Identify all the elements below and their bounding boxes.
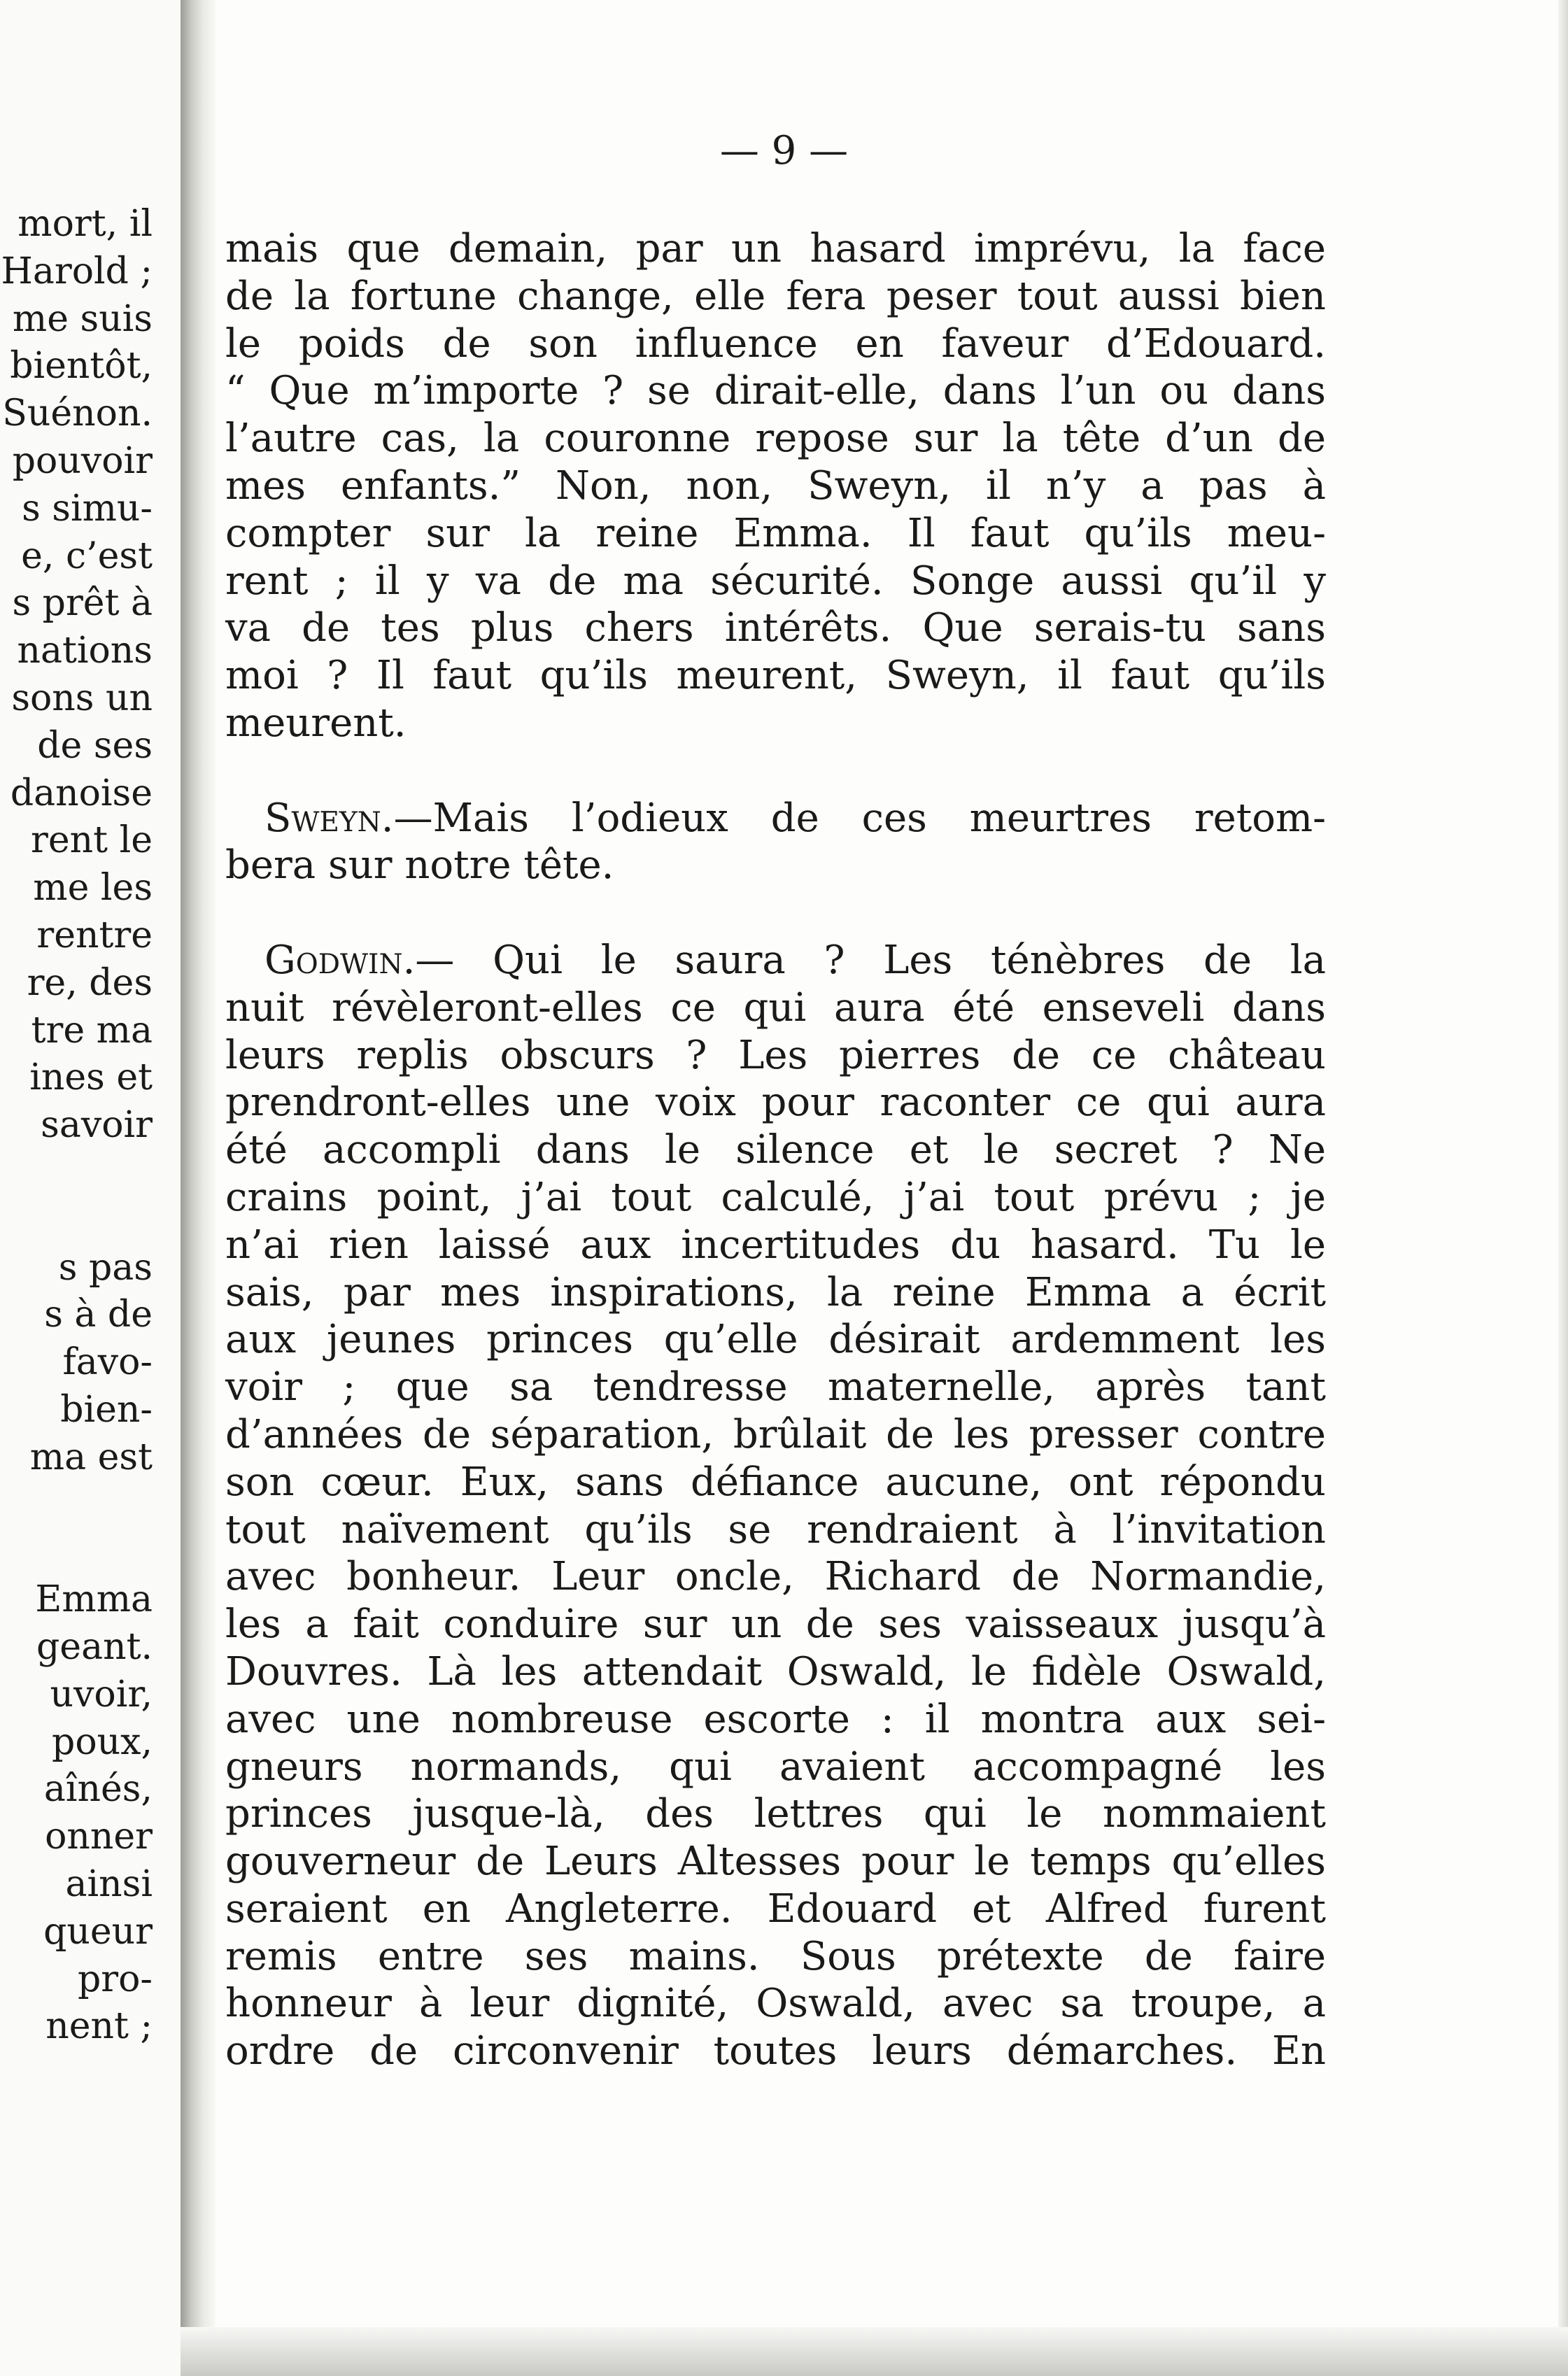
text-line: son cœur. Eux, sans défiance aucune, ont répondu <box>225 1459 1326 1505</box>
facing-page-line: sons un <box>11 677 153 719</box>
text-line: voir ; que sa tendresse maternelle, après tant <box>225 1364 1326 1410</box>
speech-text: — Qui le saura ? Les ténèbres de la <box>415 937 1326 983</box>
facing-page-line: ainsi <box>65 1863 153 1905</box>
facing-page-line: nent ; <box>45 2005 153 2048</box>
facing-page-line: s à de <box>44 1294 153 1336</box>
facing-page-line: me les <box>33 867 153 910</box>
facing-page-line: tre ma <box>31 1009 153 1052</box>
paragraph-sweyn <box>225 795 1326 890</box>
speech-text: —Mais l’odieux de ces meurtres retom- <box>393 795 1326 841</box>
text-line <box>225 795 1326 842</box>
text-line: princes jusque-là, des lettres qui le nommaient <box>225 1791 1326 1837</box>
page-edge <box>1558 0 1568 2376</box>
text-line: sais, par mes inspirations, la reine Emma a écrit <box>225 1269 1326 1315</box>
text-line: gneurs normands, qui avaient accompagné les <box>225 1744 1326 1790</box>
text-line: honneur à leur dignité, Oswald, avec sa troupe, a <box>225 1981 1326 2027</box>
facing-page-line: aînés, <box>43 1768 153 1811</box>
text-line: nuit révèleront-elles ce qui aura été enseveli dans <box>225 984 1326 1031</box>
paragraph-godwin <box>225 937 1326 2075</box>
text-line: le poids de son influence en faveur d’Edouard. <box>225 320 1326 367</box>
text-line: compter sur la reine Emma. Il faut qu’ils meu- <box>225 510 1326 556</box>
page-bottom-edge <box>181 2327 1568 2376</box>
facing-page-fragment <box>0 0 181 2376</box>
facing-page-line: me suis <box>12 297 153 340</box>
facing-page-line: geant. <box>36 1626 153 1668</box>
facing-page-line: de ses <box>37 724 153 767</box>
facing-page-line: s prêt à <box>12 582 153 625</box>
facing-page-line: poux, <box>52 1720 153 1763</box>
facing-page-line: Emma <box>35 1578 153 1621</box>
text-line: prendront-elles une voix pour raconter ce qui aura <box>225 1080 1326 1126</box>
facing-page-line: nations <box>17 630 153 672</box>
facing-page-line: re, des <box>27 961 153 1004</box>
text-line: été accompli dans le silence et le secret ? Ne <box>225 1127 1326 1173</box>
page-body <box>225 225 1326 2075</box>
text-line: avec une nombreuse escorte : il montra aux sei- <box>225 1696 1326 1742</box>
text-line: crains point, j’ai tout calculé, j’ai tout prévu ; je <box>225 1174 1326 1220</box>
paragraph-godwin-speech <box>225 225 1326 747</box>
text-line: n’ai rien laissé aux incertitudes du hasard. Tu le <box>225 1222 1326 1268</box>
facing-page-line: pouvoir <box>12 440 153 482</box>
text-line: de la fortune change, elle fera peser tout aussi bien <box>225 273 1326 319</box>
text-line: ordre de circonvenir toutes leurs démarches. En <box>225 2028 1326 2074</box>
speaker-name: Sweyn. <box>264 795 394 841</box>
text-line: les a fait conduire sur un de ses vaisseaux jusqu’à <box>225 1601 1326 1648</box>
text-line: meurent. <box>225 700 407 746</box>
facing-page-line: uvoir, <box>50 1673 153 1716</box>
text-line: rent ; il y va de ma sécurité. Songe aussi qu’il y <box>225 558 1326 604</box>
text-line: bera sur notre tête. <box>225 842 614 889</box>
paragraph-gap <box>225 889 1326 937</box>
page-number: — 9 — <box>719 128 849 174</box>
text-line: mes enfants.” Non, non, Sweyn, il n’y a pas à <box>225 462 1326 509</box>
facing-page-line: pro- <box>77 1958 153 2000</box>
text-line: va de tes plus chers intérêts. Que serais-tu sans <box>225 605 1326 651</box>
text-line: “ Que m’importe ? se dirait-elle, dans l’un ou dans <box>225 368 1326 414</box>
facing-page-line: ines et <box>29 1056 153 1099</box>
text-line: gouverneur de Leurs Altesses pour le temps qu’elles <box>225 1839 1326 1885</box>
text-line: seraient en Angleterre. Edouard et Alfred furent <box>225 1886 1326 1932</box>
text-line: remis entre ses mains. Sous prétexte de faire <box>225 1933 1326 1979</box>
facing-page-line: queur <box>43 1910 153 1953</box>
facing-page-line: rent le <box>31 819 153 862</box>
text-line: d’années de séparation, brûlait de les presser contre <box>225 1411 1326 1457</box>
text-line: aux jeunes princes qu’elle désirait ardemment les <box>225 1317 1326 1363</box>
text-line <box>225 937 1326 984</box>
facing-page-line: danoise <box>10 772 153 814</box>
book-gutter <box>181 0 216 2376</box>
text-line: leurs replis obscurs ? Les pierres de ce château <box>225 1032 1326 1078</box>
facing-page-line: bientôt, <box>10 345 153 388</box>
text-line: Douvres. Là les attendait Oswald, le fidèle Oswald, <box>225 1648 1326 1695</box>
text-line: avec bonheur. Leur oncle, Richard de Normandie, <box>225 1554 1326 1600</box>
facing-page-line: s simu- <box>22 487 153 530</box>
text-line: moi ? Il faut qu’ils meurent, Sweyn, il faut qu’ils <box>225 653 1326 699</box>
text-line: mais que demain, par un hasard imprévu, la face <box>225 226 1326 271</box>
facing-page-line: savoir <box>41 1104 153 1147</box>
facing-page-line: ma est <box>29 1436 153 1478</box>
facing-page-line: rentre <box>36 914 153 956</box>
text-line: l’autre cas, la couronne repose sur la tête d’un de <box>225 416 1326 462</box>
facing-page-line: Harold ; <box>1 250 153 292</box>
facing-page-line: favo- <box>62 1341 153 1384</box>
text-line: tout naïvement qu’ils se rendraient à l’invitation <box>225 1506 1326 1553</box>
facing-page-line: s pas <box>58 1246 153 1289</box>
paragraph-gap <box>225 747 1326 795</box>
facing-page-line: e, c’est <box>21 535 153 577</box>
facing-page-line: onner <box>45 1816 153 1858</box>
facing-page-line: Suénon. <box>2 393 153 435</box>
speaker-name: Godwin. <box>264 937 416 983</box>
facing-page-line: bien- <box>60 1389 153 1431</box>
facing-page-line: mort, il <box>17 203 153 245</box>
